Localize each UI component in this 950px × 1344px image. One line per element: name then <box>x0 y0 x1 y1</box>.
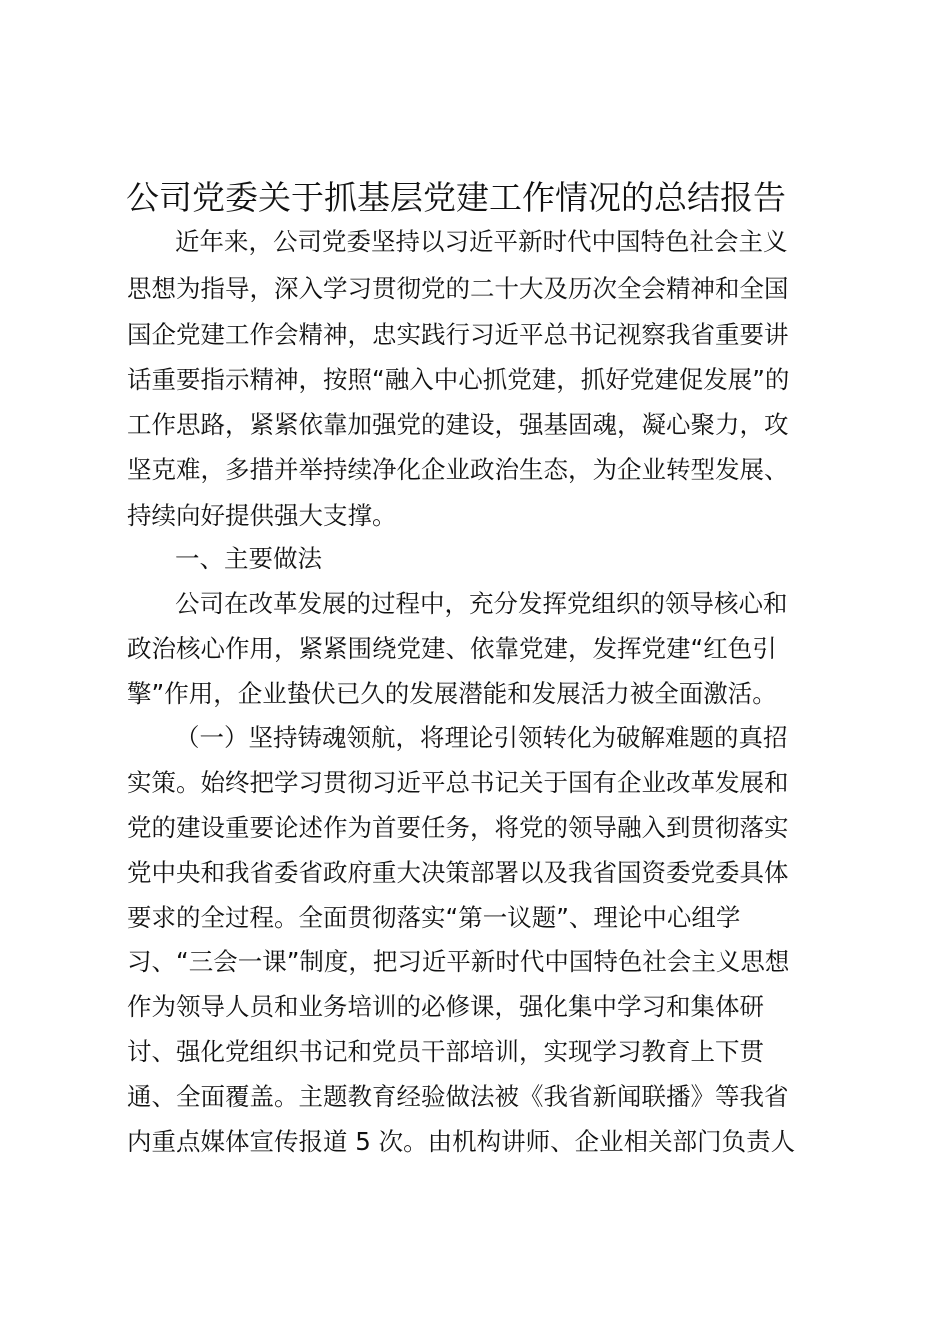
paragraph-line: （一）坚持铸魂领航，将理论引领转化为破解难题的真招 <box>175 723 788 752</box>
paragraph-line: 通、全面覆盖。主题教育经验做法被《我省新闻联播》等我省 <box>127 1082 789 1111</box>
paragraph-line: 党的建设重要论述作为首要任务，将党的领导融入到贯彻落实 <box>127 813 789 842</box>
paragraph-line: 实策。始终把学习贯彻习近平总书记关于国有企业改革发展和 <box>127 768 789 797</box>
paragraph-line: 工作思路，紧紧依靠加强党的建设，强基固魂，凝心聚力，攻 <box>127 410 789 439</box>
paragraph-line: 擎”作用，企业蛰伏已久的发展潜能和发展活力被全面激活。 <box>127 679 777 708</box>
paragraph-line: 国企党建工作会精神，忠实践行习近平总书记视察我省重要讲 <box>127 320 789 349</box>
paragraph-line: 公司在改革发展的过程中，充分发挥党组织的领导核心和 <box>175 589 788 618</box>
paragraph-line: 要求的全过程。全面贯彻落实“第一议题”、理论中心组学 <box>127 903 741 932</box>
section-heading: 一、主要做法 <box>175 544 322 573</box>
paragraph-line: 持续向好提供强大支撑。 <box>127 501 397 530</box>
document-title: 公司党委关于抓基层党建工作情况的总结报告 <box>126 178 786 217</box>
paragraph-line: 党中央和我省委省政府重大决策部署以及我省国资委党委具体 <box>127 858 789 887</box>
paragraph-line: 内重点媒体宣传报道 5 次。由机构讲师、企业相关部门负责人 <box>127 1127 796 1156</box>
paragraph-line: 习、“三会一课”制度，把习近平新时代中国特色社会主义思想 <box>127 947 790 976</box>
paragraph-line: 话重要指示精神，按照“融入中心抓党建，抓好党建促发展”的 <box>127 365 790 394</box>
paragraph-line: 思想为指导，深入学习贯彻党的二十大及历次全会精神和全国 <box>127 274 789 303</box>
paragraph-line: 政治核心作用，紧紧围绕党建、依靠党建，发挥党建“红色引 <box>127 634 777 663</box>
paragraph-line: 坚克难，多措并举持续净化企业政治生态，为企业转型发展、 <box>127 455 789 484</box>
paragraph-line: 近年来，公司党委坚持以习近平新时代中国特色社会主义 <box>175 227 788 256</box>
paragraph-line: 讨、强化党组织书记和党员干部培训，实现学习教育上下贯 <box>127 1037 764 1066</box>
paragraph-line: 作为领导人员和业务培训的必修课，强化集中学习和集体研 <box>127 992 764 1021</box>
